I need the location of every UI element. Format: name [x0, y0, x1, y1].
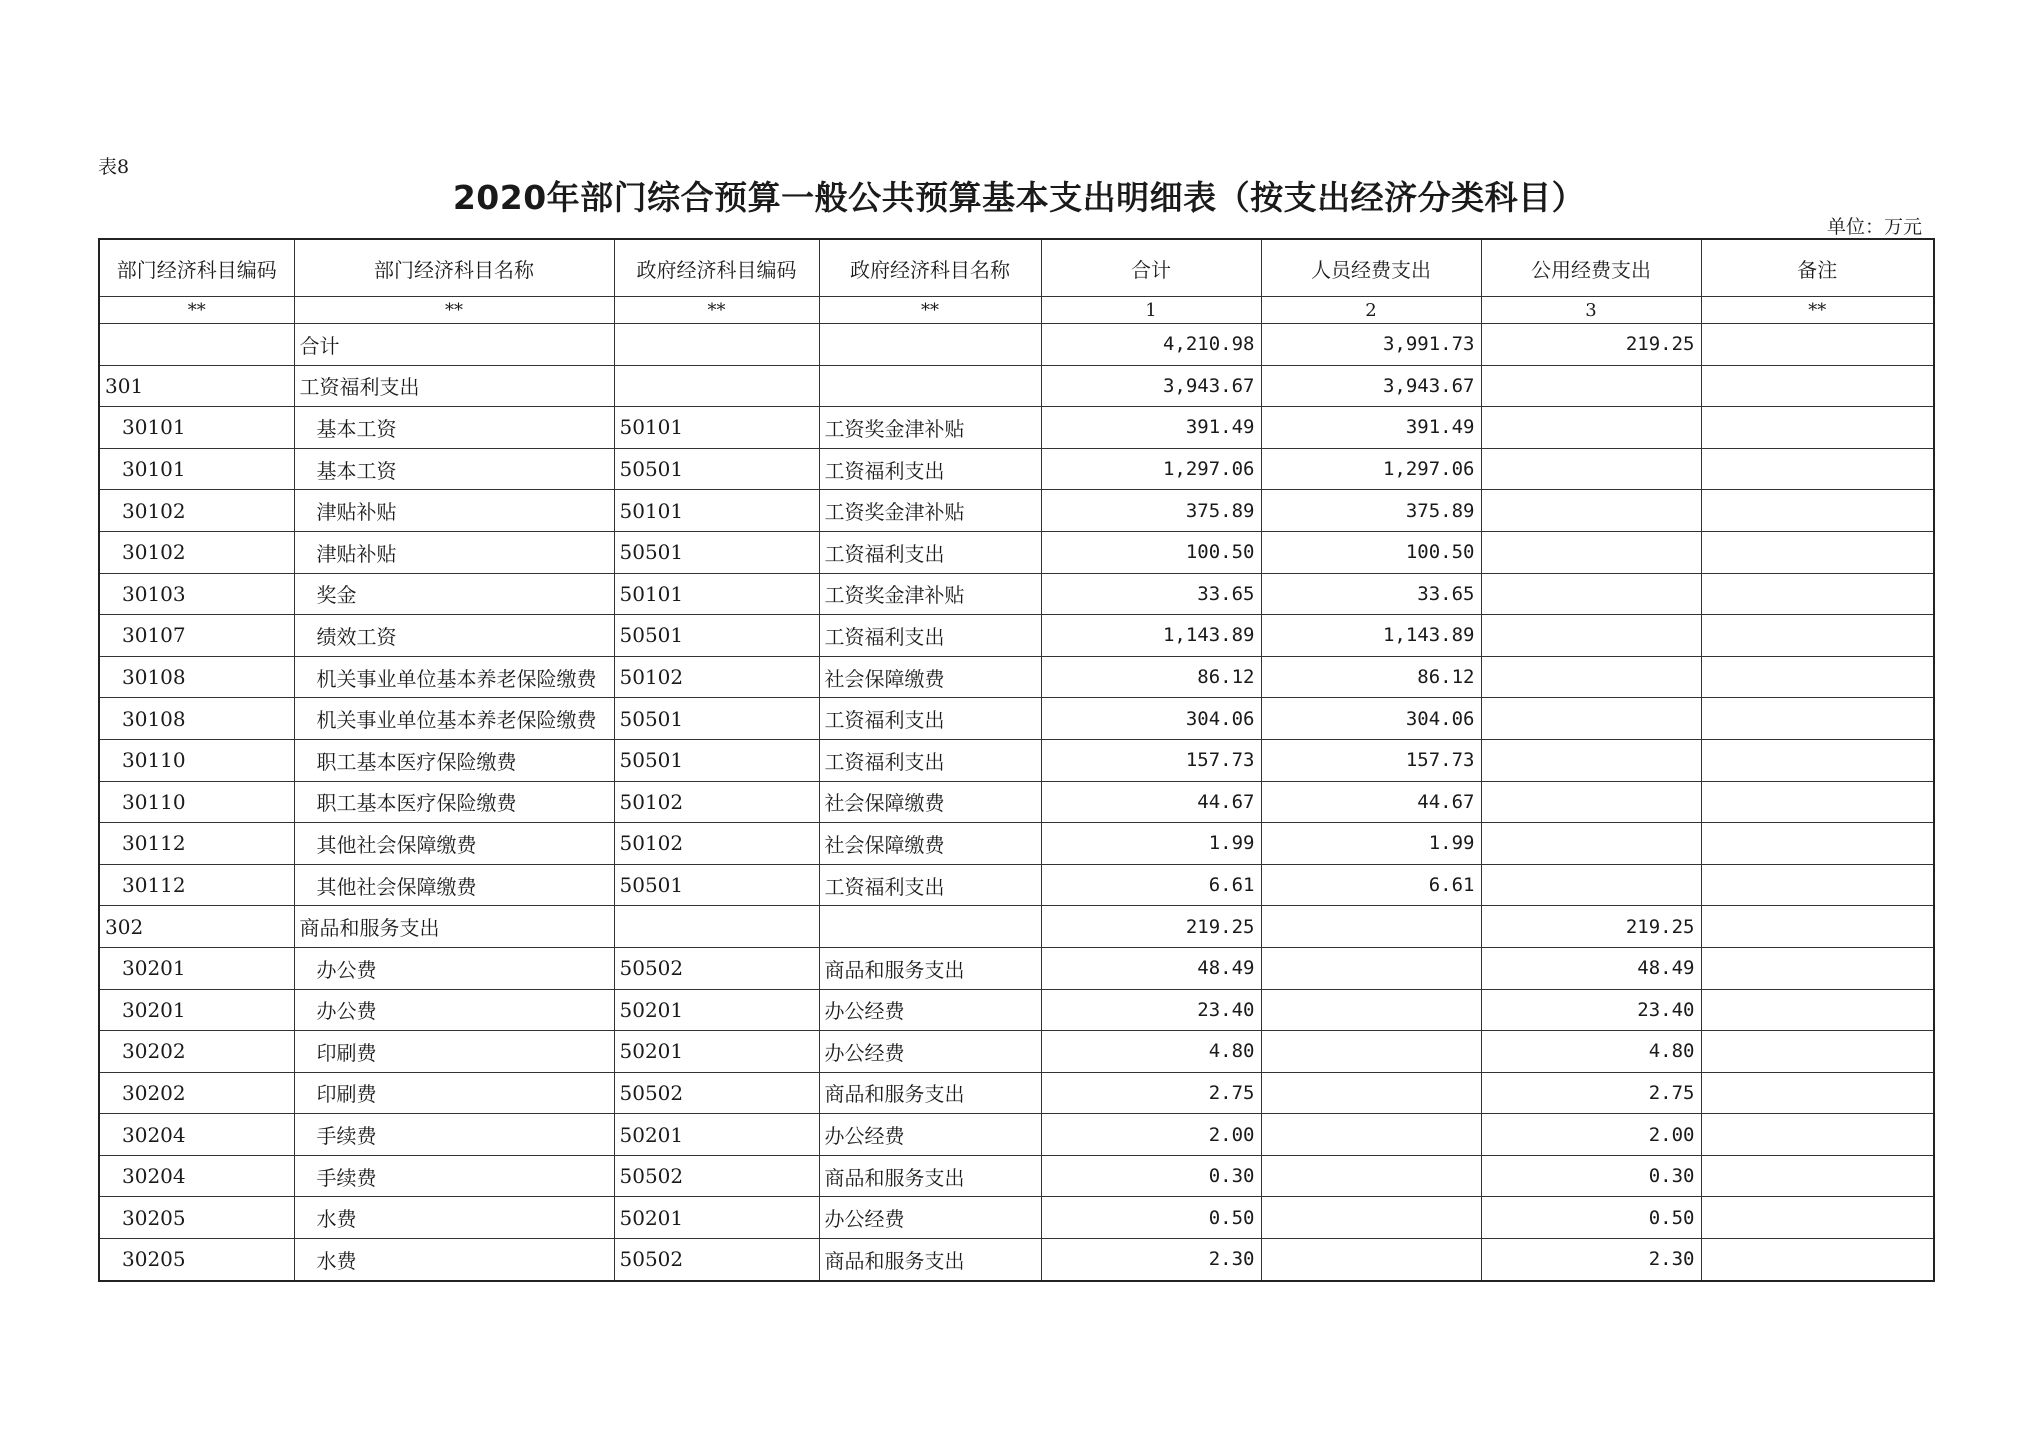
cell-code: 30107	[99, 615, 294, 657]
cell-note	[1701, 656, 1934, 698]
table-row	[99, 698, 1934, 740]
table-body	[99, 239, 1934, 1281]
cell-code: 302	[99, 906, 294, 948]
cell-note	[1701, 739, 1934, 781]
cell-gov-code	[614, 906, 819, 948]
cell-total: 1,297.06	[1041, 448, 1261, 490]
cell-name: 基本工资	[294, 407, 614, 449]
cell-code: 30101	[99, 407, 294, 449]
table-row	[99, 1197, 1934, 1239]
cell-note	[1701, 531, 1934, 573]
cell-code: 30102	[99, 490, 294, 532]
cell-gov-code: 50501	[614, 615, 819, 657]
cell-gov-name: 工资奖金津补贴	[819, 490, 1041, 532]
cell-personnel	[1261, 947, 1481, 989]
cell-total: 48.49	[1041, 947, 1261, 989]
table-row	[99, 656, 1934, 698]
cell-public	[1481, 407, 1701, 449]
cell-total: 219.25	[1041, 906, 1261, 948]
cell-total: 0.50	[1041, 1197, 1261, 1239]
table-row	[99, 531, 1934, 573]
cell-personnel: 375.89	[1261, 490, 1481, 532]
cell-gov-code: 50101	[614, 407, 819, 449]
table-number-label: 表8	[98, 156, 130, 178]
cell-personnel: 44.67	[1261, 781, 1481, 823]
group-row	[99, 365, 1934, 407]
cell-gov-code: 50101	[614, 490, 819, 532]
cell-name: 水费	[294, 1239, 614, 1281]
header-cell: 政府经济科目编码	[614, 239, 819, 297]
cell-note	[1701, 448, 1934, 490]
cell-personnel: 1,143.89	[1261, 615, 1481, 657]
subheader-cell: 2	[1261, 297, 1481, 324]
cell-personnel	[1261, 1114, 1481, 1156]
cell-total: 391.49	[1041, 407, 1261, 449]
table-row	[99, 1155, 1934, 1197]
cell-gov-code: 50501	[614, 698, 819, 740]
cell-public	[1481, 490, 1701, 532]
cell-code: 30205	[99, 1239, 294, 1281]
cell-code: 30204	[99, 1155, 294, 1197]
subheader-cell: **	[294, 297, 614, 324]
cell-note	[1701, 490, 1934, 532]
cell-total: 1,143.89	[1041, 615, 1261, 657]
subheader-row	[99, 297, 1934, 324]
cell-name: 印刷费	[294, 1072, 614, 1114]
header-cell: 人员经费支出	[1261, 239, 1481, 297]
cell-code: 30110	[99, 781, 294, 823]
cell-note	[1701, 573, 1934, 615]
cell-note	[1701, 1155, 1934, 1197]
cell-code: 30201	[99, 947, 294, 989]
subheader-cell: 3	[1481, 297, 1701, 324]
cell-gov-name: 商品和服务支出	[819, 1239, 1041, 1281]
cell-personnel: 3,943.67	[1261, 365, 1481, 407]
cell-personnel: 304.06	[1261, 698, 1481, 740]
table-row	[99, 989, 1934, 1031]
cell-gov-code: 50502	[614, 1155, 819, 1197]
cell-code: 30110	[99, 739, 294, 781]
cell-note	[1701, 864, 1934, 906]
cell-gov-code: 50102	[614, 656, 819, 698]
cell-total: 2.30	[1041, 1239, 1261, 1281]
cell-personnel: 100.50	[1261, 531, 1481, 573]
cell-note	[1701, 781, 1934, 823]
cell-personnel	[1261, 906, 1481, 948]
cell-code: 30205	[99, 1197, 294, 1239]
header-cell: 备注	[1701, 239, 1934, 297]
cell-name: 机关事业单位基本养老保险缴费	[294, 656, 614, 698]
cell-gov-code: 50201	[614, 1114, 819, 1156]
cell-note	[1701, 698, 1934, 740]
cell-total: 33.65	[1041, 573, 1261, 615]
table-row	[99, 864, 1934, 906]
cell-name: 合计	[294, 324, 614, 366]
cell-note	[1701, 1197, 1934, 1239]
cell-name: 职工基本医疗保险缴费	[294, 781, 614, 823]
cell-gov-name	[819, 365, 1041, 407]
cell-code: 30201	[99, 989, 294, 1031]
table-row	[99, 781, 1934, 823]
cell-gov-name: 工资福利支出	[819, 615, 1041, 657]
header-row	[99, 239, 1934, 297]
cell-total: 1.99	[1041, 823, 1261, 865]
cell-name: 商品和服务支出	[294, 906, 614, 948]
cell-gov-name: 社会保障缴费	[819, 781, 1041, 823]
cell-gov-name: 办公经费	[819, 1031, 1041, 1073]
cell-public	[1481, 656, 1701, 698]
cell-code: 30112	[99, 823, 294, 865]
cell-note	[1701, 823, 1934, 865]
cell-note	[1701, 1031, 1934, 1073]
header-cell: 部门经济科目编码	[99, 239, 294, 297]
cell-name: 其他社会保障缴费	[294, 823, 614, 865]
cell-public: 0.50	[1481, 1197, 1701, 1239]
cell-public: 219.25	[1481, 324, 1701, 366]
cell-public	[1481, 739, 1701, 781]
cell-public	[1481, 698, 1701, 740]
cell-personnel	[1261, 1072, 1481, 1114]
cell-total: 86.12	[1041, 656, 1261, 698]
subheader-cell: **	[99, 297, 294, 324]
cell-code: 301	[99, 365, 294, 407]
cell-gov-name: 工资奖金津补贴	[819, 407, 1041, 449]
cell-gov-code: 50502	[614, 1239, 819, 1281]
cell-gov-name: 社会保障缴费	[819, 823, 1041, 865]
cell-gov-name: 办公经费	[819, 1114, 1041, 1156]
budget-table	[98, 238, 1935, 1282]
cell-total: 2.00	[1041, 1114, 1261, 1156]
table-row	[99, 615, 1934, 657]
cell-public	[1481, 781, 1701, 823]
cell-note	[1701, 1114, 1934, 1156]
table-row	[99, 490, 1934, 532]
cell-total: 0.30	[1041, 1155, 1261, 1197]
cell-total: 6.61	[1041, 864, 1261, 906]
cell-gov-code	[614, 365, 819, 407]
cell-total: 4.80	[1041, 1031, 1261, 1073]
cell-name: 基本工资	[294, 448, 614, 490]
cell-code: 30108	[99, 698, 294, 740]
cell-name: 工资福利支出	[294, 365, 614, 407]
cell-public	[1481, 365, 1701, 407]
cell-total: 100.50	[1041, 531, 1261, 573]
cell-name: 手续费	[294, 1155, 614, 1197]
cell-personnel: 33.65	[1261, 573, 1481, 615]
cell-gov-name: 工资福利支出	[819, 739, 1041, 781]
cell-public	[1481, 573, 1701, 615]
cell-gov-code: 50201	[614, 1031, 819, 1073]
total-row	[99, 324, 1934, 366]
cell-gov-name: 工资奖金津补贴	[819, 573, 1041, 615]
cell-code: 30101	[99, 448, 294, 490]
table-row	[99, 739, 1934, 781]
cell-public: 0.30	[1481, 1155, 1701, 1197]
cell-name: 津贴补贴	[294, 531, 614, 573]
cell-gov-code: 50201	[614, 989, 819, 1031]
cell-total: 2.75	[1041, 1072, 1261, 1114]
subheader-cell: **	[614, 297, 819, 324]
cell-total: 157.73	[1041, 739, 1261, 781]
cell-personnel: 391.49	[1261, 407, 1481, 449]
cell-public	[1481, 823, 1701, 865]
cell-public: 219.25	[1481, 906, 1701, 948]
group-row	[99, 906, 1934, 948]
cell-gov-name: 办公经费	[819, 1197, 1041, 1239]
cell-public	[1481, 531, 1701, 573]
cell-gov-code: 50201	[614, 1197, 819, 1239]
table-row	[99, 1031, 1934, 1073]
cell-code: 30202	[99, 1072, 294, 1114]
cell-name: 津贴补贴	[294, 490, 614, 532]
cell-gov-name: 工资福利支出	[819, 531, 1041, 573]
cell-name: 职工基本医疗保险缴费	[294, 739, 614, 781]
cell-public: 48.49	[1481, 947, 1701, 989]
cell-public	[1481, 448, 1701, 490]
cell-gov-code: 50102	[614, 781, 819, 823]
table-row	[99, 407, 1934, 449]
cell-code: 30202	[99, 1031, 294, 1073]
cell-public: 2.00	[1481, 1114, 1701, 1156]
cell-code: 30102	[99, 531, 294, 573]
cell-name: 机关事业单位基本养老保险缴费	[294, 698, 614, 740]
cell-personnel: 1.99	[1261, 823, 1481, 865]
header-cell: 合计	[1041, 239, 1261, 297]
cell-personnel	[1261, 1239, 1481, 1281]
cell-code: 30108	[99, 656, 294, 698]
cell-personnel	[1261, 1155, 1481, 1197]
cell-gov-name: 商品和服务支出	[819, 947, 1041, 989]
cell-code	[99, 324, 294, 366]
cell-name: 办公费	[294, 989, 614, 1031]
cell-gov-name: 商品和服务支出	[819, 1155, 1041, 1197]
cell-public: 2.30	[1481, 1239, 1701, 1281]
cell-name: 奖金	[294, 573, 614, 615]
cell-name: 绩效工资	[294, 615, 614, 657]
cell-personnel: 86.12	[1261, 656, 1481, 698]
cell-personnel	[1261, 1197, 1481, 1239]
cell-gov-code	[614, 324, 819, 366]
cell-personnel	[1261, 989, 1481, 1031]
table-row	[99, 1239, 1934, 1281]
cell-gov-code: 50501	[614, 864, 819, 906]
cell-total: 44.67	[1041, 781, 1261, 823]
cell-personnel: 3,991.73	[1261, 324, 1481, 366]
table-row	[99, 573, 1934, 615]
cell-gov-code: 50101	[614, 573, 819, 615]
cell-public: 23.40	[1481, 989, 1701, 1031]
subheader-cell: **	[819, 297, 1041, 324]
cell-gov-name: 工资福利支出	[819, 448, 1041, 490]
cell-total: 3,943.67	[1041, 365, 1261, 407]
cell-note	[1701, 407, 1934, 449]
cell-name: 办公费	[294, 947, 614, 989]
cell-name: 水费	[294, 1197, 614, 1239]
cell-personnel	[1261, 1031, 1481, 1073]
cell-gov-name	[819, 324, 1041, 366]
cell-gov-name: 社会保障缴费	[819, 656, 1041, 698]
cell-public	[1481, 615, 1701, 657]
cell-code: 30204	[99, 1114, 294, 1156]
table-row	[99, 1114, 1934, 1156]
cell-gov-code: 50502	[614, 1072, 819, 1114]
cell-gov-name: 商品和服务支出	[819, 1072, 1041, 1114]
header-cell: 政府经济科目名称	[819, 239, 1041, 297]
cell-note	[1701, 906, 1934, 948]
header-cell: 公用经费支出	[1481, 239, 1701, 297]
cell-public: 2.75	[1481, 1072, 1701, 1114]
cell-name: 其他社会保障缴费	[294, 864, 614, 906]
cell-name: 手续费	[294, 1114, 614, 1156]
cell-gov-name	[819, 906, 1041, 948]
cell-note	[1701, 989, 1934, 1031]
cell-gov-name: 工资福利支出	[819, 698, 1041, 740]
table-row	[99, 947, 1934, 989]
cell-total: 4,210.98	[1041, 324, 1261, 366]
cell-personnel: 1,297.06	[1261, 448, 1481, 490]
cell-gov-code: 50502	[614, 947, 819, 989]
cell-personnel: 157.73	[1261, 739, 1481, 781]
cell-note	[1701, 947, 1934, 989]
cell-note	[1701, 365, 1934, 407]
cell-code: 30112	[99, 864, 294, 906]
table-row	[99, 448, 1934, 490]
subheader-cell: 1	[1041, 297, 1261, 324]
cell-note	[1701, 615, 1934, 657]
cell-gov-code: 50501	[614, 531, 819, 573]
table-row	[99, 823, 1934, 865]
cell-note	[1701, 1072, 1934, 1114]
cell-name: 印刷费	[294, 1031, 614, 1073]
cell-personnel: 6.61	[1261, 864, 1481, 906]
cell-gov-name: 办公经费	[819, 989, 1041, 1031]
cell-gov-code: 50501	[614, 739, 819, 781]
cell-total: 304.06	[1041, 698, 1261, 740]
subheader-cell: **	[1701, 297, 1934, 324]
cell-public: 4.80	[1481, 1031, 1701, 1073]
cell-total: 23.40	[1041, 989, 1261, 1031]
unit-label: 单位：万元	[1826, 216, 1922, 238]
cell-note	[1701, 324, 1934, 366]
cell-code: 30103	[99, 573, 294, 615]
cell-total: 375.89	[1041, 490, 1261, 532]
cell-public	[1481, 864, 1701, 906]
table-row	[99, 1072, 1934, 1114]
page-title: 2020年部门综合预算一般公共预算基本支出明细表（按支出经济分类科目）	[452, 178, 1586, 217]
cell-note	[1701, 1239, 1934, 1281]
cell-gov-code: 50501	[614, 448, 819, 490]
cell-gov-name: 工资福利支出	[819, 864, 1041, 906]
header-cell: 部门经济科目名称	[294, 239, 614, 297]
cell-gov-code: 50102	[614, 823, 819, 865]
